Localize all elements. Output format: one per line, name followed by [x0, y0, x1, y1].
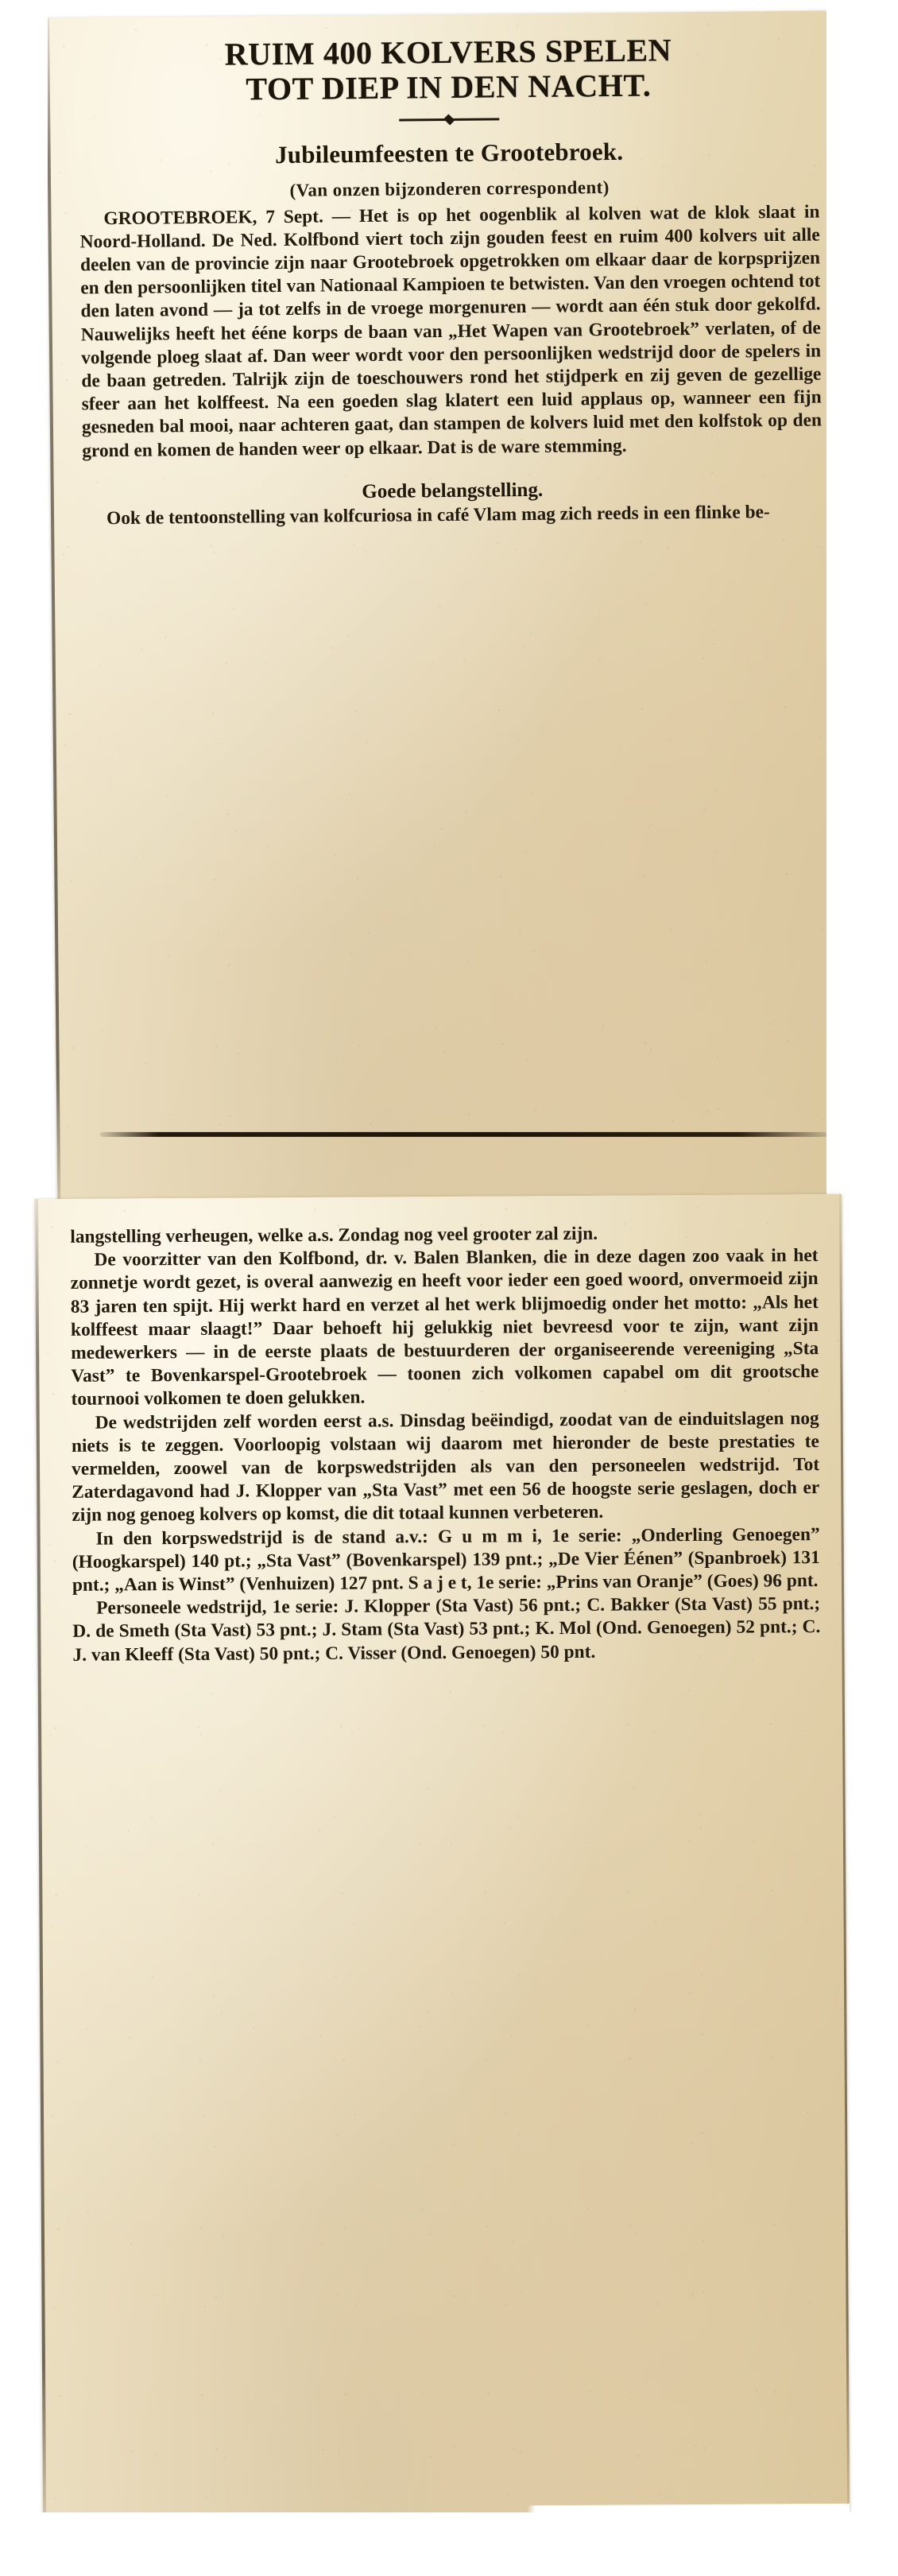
headline-line-1: RUIM 400 KOLVERS SPELEN [224, 32, 672, 72]
crosshead-goede-belangstelling: Goede belangstelling. [362, 479, 544, 502]
headline-line-2: TOT DIEP IN DEN NACHT. [246, 67, 652, 107]
article-body-bottom [70, 1221, 820, 1667]
paragraph-6-personeele-wedstrijd: Personeele wedstrijd, 1e serie: J. Klopper (Sta Vast) 56 pnt.; C. Bakker (Sta Vast) 55 pnt.; D. de Smeth (Sta Vast) 53 pnt.; J. Stam (Sta Vast) 53 pnt.; K. Mol (Ond. Genoegen) 52 pnt.; C. J. van Kleeff (Sta Vast) 50 pnt.; C. Visser (Ond. Genoegen) 50 pnt. [72, 1593, 821, 1666]
paragraph-2-continued: langstelling verheugen, welke a.s. Zondag nog veel grooter zal zijn. [70, 1223, 598, 1247]
cut-edge-rule-top [100, 1132, 827, 1137]
paragraph-5-korpswedstrijd: In den korpswedstrijd is de stand a.v.: G u m m i, 1e serie: „Onderling Genoegen” (Hoogkarspel) 140 pt.; „Sta Vast” (Bovenkarspel) 139 pnt.; „De Vier Éénen” (Spanbroek) 131 pnt.; „Aan is Winst” (Venhuizen) 127 pnt. S a j e t, 1e serie: „Prins van Oranje” (Goes) 96 pnt. [72, 1523, 820, 1596]
paragraph-4: De wedstrijden zelf worden eerst a.s. Dinsdag beëindigd, zoodat van de einduitslagen nog niets is te zeggen. Voorloopig volstaan wij daarom met hieronder de beste prestaties te vermelden, zoowel van de korpswedstrijden als van den personeelen wedstrijd. Tot Zaterdagavond had J. Klopper van „Sta Vast” met een 56 de hoogste serie geslagen, doch er zijn nog genoeg kolvers op komst, die dit totaal kunnen verbeteren. [71, 1407, 820, 1527]
ornament-divider-icon [399, 114, 499, 123]
paragraph-1: GROOTEBROEK, 7 Sept. — Het is op het oogenblik al kolven wat de klok slaat in Noord-Holland. De Ned. Kolfbond viert toch zijn gouden feest en ruim 400 kolvers uit alle deelen van de provincie zijn naar Grootebroek opgetrokken om elkaar daar de korpsprijzen en den persoonlijken titel van Nationaal Kampioen te betwisten. Van den vroegen ochtend tot den laten avond — ja tot zelfs in de vroege morgenuren — wordt aan één stuk door gekolfd. Nauwelijks heeft het ééne korps de baan van „Het Wapen van Grootebroek” verlaten, of de volgende ploeg slaat af. Dan weer wordt voor den persoonlijken wedstrijd door de spelers in de baan getreden. Talrijk zijn de toeschouwers rond het stijdperk en zij geven de gezellige sfeer aan het kolffeest. Na een goeden slag klatert een luid applaus op, wanneer een fijn gesneden bal mooi, naar achteren gaat, dan stampen de kolvers luid met den kolfstok op den grond en komen de handen weer op elkaar. Dat is de ware stemming. [79, 201, 823, 462]
byline: (Van onzen bijzonderen correspondent) [289, 177, 610, 200]
clipping-right-edge-bottom [839, 1194, 850, 2514]
headline [78, 32, 819, 109]
article-body-top-continued [83, 500, 823, 530]
clipping-fragment-bottom [35, 1194, 850, 2519]
clipping-fragment-top [46, 10, 856, 1209]
scan-background-bottom [0, 2512, 898, 2576]
article-body-top [79, 200, 822, 463]
scan-background-right [826, 0, 898, 1240]
paragraph-3: De voorzitter van den Kolfbond, dr. v. Balen Blanken, die in deze dagen zoo vaak in het zonnetje wordt gezet, is overal aanwezig en heeft voor ieder een goed woord, onvermoeid zijn 83 jaren ten spijt. Hij werkt hard en verzet al het werk blijmoedig onder het motto: „Als het kolffeest maar slaagt!” Daar behoeft hij gelukkig niet bevreesd voor te zijn, want zijn medewerkers — in de eerste plaats de bestuurderen der organiseerende vereeniging „Sta Vast” te Bovenkarspel-Grootebroek — toonen zich volkomen capabel om dit grootsche tournooi volkomen te doen gelukken. [70, 1245, 819, 1410]
paragraph-2-start: Ook de tentoonstelling van kolfcuriosa in café Vlam mag zich reeds in een flinke be- [106, 501, 770, 529]
scan-background-left [0, 0, 48, 1240]
subheadline: Jubileumfeesten te Grootebroek. [274, 137, 624, 169]
